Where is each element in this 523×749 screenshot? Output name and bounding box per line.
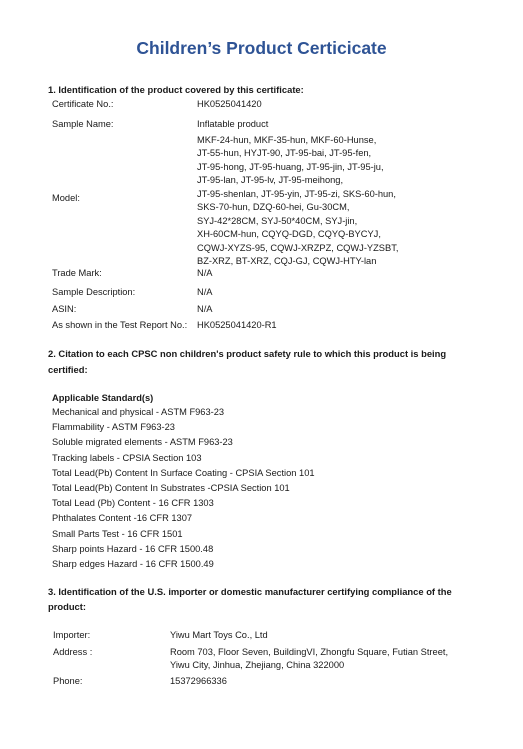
- section-1-heading: 1. Identification of the product covered by this certificate:: [48, 84, 304, 95]
- phone-label: Phone:: [53, 676, 83, 686]
- phone-value: 15372966336: [170, 676, 227, 686]
- test-report-value: HK0525041420-R1: [197, 320, 277, 330]
- model-line: BZ-XRZ, BT-XRZ, CQJ-GJ, CQWJ-HTY-lan: [197, 255, 377, 266]
- address-line: Room 703, Floor Seven, BuildingVI, Zhongfu Square, Futian Street,: [170, 647, 449, 657]
- model-row: [52, 134, 492, 269]
- test-report-row: [52, 319, 492, 331]
- section-product-identification: [0, 80, 523, 332]
- standard-item: Flammability - ASTM F963-23: [52, 422, 175, 433]
- sample-name-row: [52, 118, 492, 130]
- standard-item: Small Parts Test - 16 CFR 1501: [52, 528, 183, 539]
- applicable-standards-heading: Applicable Standard(s): [52, 393, 154, 403]
- asin-value: N/A: [197, 304, 213, 314]
- model-list: [197, 134, 398, 268]
- model-line: CQWJ-XYZS-95, CQWJ-XRZPZ, CQWJ-YZSBT,: [197, 242, 399, 253]
- sample-name-value: Inflatable product: [197, 119, 269, 129]
- importer-value: Yiwu Mart Toys Co., Ltd: [170, 630, 268, 640]
- standard-item: Mechanical and physical - ASTM F963-23: [52, 407, 225, 417]
- section-2-heading: [48, 346, 446, 378]
- standard-item: Soluble migrated elements - ASTM F963-23: [52, 437, 233, 448]
- document-title: Children’s Product Certicicate: [136, 38, 387, 58]
- model-line: JT-95-shenlan, JT-95-yin, JT-95-zi, SKS-60-hun,: [197, 188, 396, 199]
- trade-mark-value: N/A: [197, 268, 213, 278]
- asin-row: [52, 303, 492, 315]
- section-importer-identification: [0, 578, 523, 693]
- model-line: SYJ-42*28CM, SYJ-50*40CM, SYJ-jin,: [197, 215, 358, 226]
- address-label: Address :: [53, 647, 93, 657]
- importer-row: [53, 629, 493, 642]
- test-report-label: As shown in the Test Report No.:: [52, 320, 188, 330]
- certificate-no-row: [52, 98, 492, 110]
- standard-item: Total Lead(Pb) Content In Surface Coating - CPSIA Section 101: [52, 467, 315, 478]
- section-2-heading-line: 2. Citation to each CPSC non children's product safety rule to which this product is being: [48, 348, 447, 359]
- standards-list: [52, 405, 315, 572]
- certificate-no-value: HK0525041420: [197, 99, 262, 109]
- trade-mark-label: Trade Mark:: [52, 268, 102, 278]
- sample-name-label: Sample Name:: [52, 119, 114, 129]
- model-label: Model:: [52, 193, 80, 203]
- standard-item: Phthalates Content -16 CFR 1307: [52, 513, 193, 524]
- model-line: JT-55-hun, HYJT-90, JT-95-bai, JT-95-fen,: [197, 148, 372, 159]
- model-line: MKF-24-hun, MKF-35-hun, MKF-60-Hunse,: [197, 135, 377, 145]
- certificate-no-label: Certificate No.:: [52, 99, 114, 109]
- standard-item: Sharp points Hazard - 16 CFR 1500.48: [52, 543, 214, 554]
- section-2-heading-line: certified:: [48, 364, 88, 375]
- model-line: XH-60CM-hun, CQYQ-DGD, CQYQ-BYCYJ,: [197, 229, 381, 240]
- model-line: JT-95-lan, JT-95-lv, JT-95-meihong,: [197, 175, 344, 186]
- address-line: Yiwu City, Jinhua, Zhejiang, China 322000: [170, 660, 345, 670]
- section-3-heading-line: product:: [48, 600, 87, 612]
- standard-item: Total Lead(Pb) Content In Substrates -CPSIA Section 101: [52, 482, 290, 493]
- standard-item: Total Lead (Pb) Content - 16 CFR 1303: [52, 498, 214, 509]
- sample-description-label: Sample Description:: [52, 287, 136, 297]
- sample-description-row: [52, 286, 492, 298]
- address-value: [170, 646, 448, 672]
- section-3-heading-line: 3. Identification of the U.S. importer or domestic manufacturer certifying compliance of the: [48, 585, 452, 597]
- importer-label: Importer:: [53, 630, 91, 640]
- sample-description-value: N/A: [197, 287, 213, 297]
- model-line: SKS-70-hun, DZQ-60-hei, Gu-30CM,: [197, 202, 350, 213]
- model-line: JT-95-hong, JT-95-huang, JT-95-jin, JT-95-ju,: [197, 161, 384, 172]
- address-row: [53, 646, 493, 672]
- section-3-heading: [48, 584, 452, 614]
- phone-row: [53, 675, 493, 688]
- asin-label: ASIN:: [52, 304, 77, 314]
- standard-item: Sharp edges Hazard - 16 CFR 1500.49: [52, 558, 214, 569]
- standard-item: Tracking labels - CPSIA Section 103: [52, 452, 202, 463]
- trade-mark-row: [52, 267, 492, 279]
- section-safety-rules: [0, 340, 523, 574]
